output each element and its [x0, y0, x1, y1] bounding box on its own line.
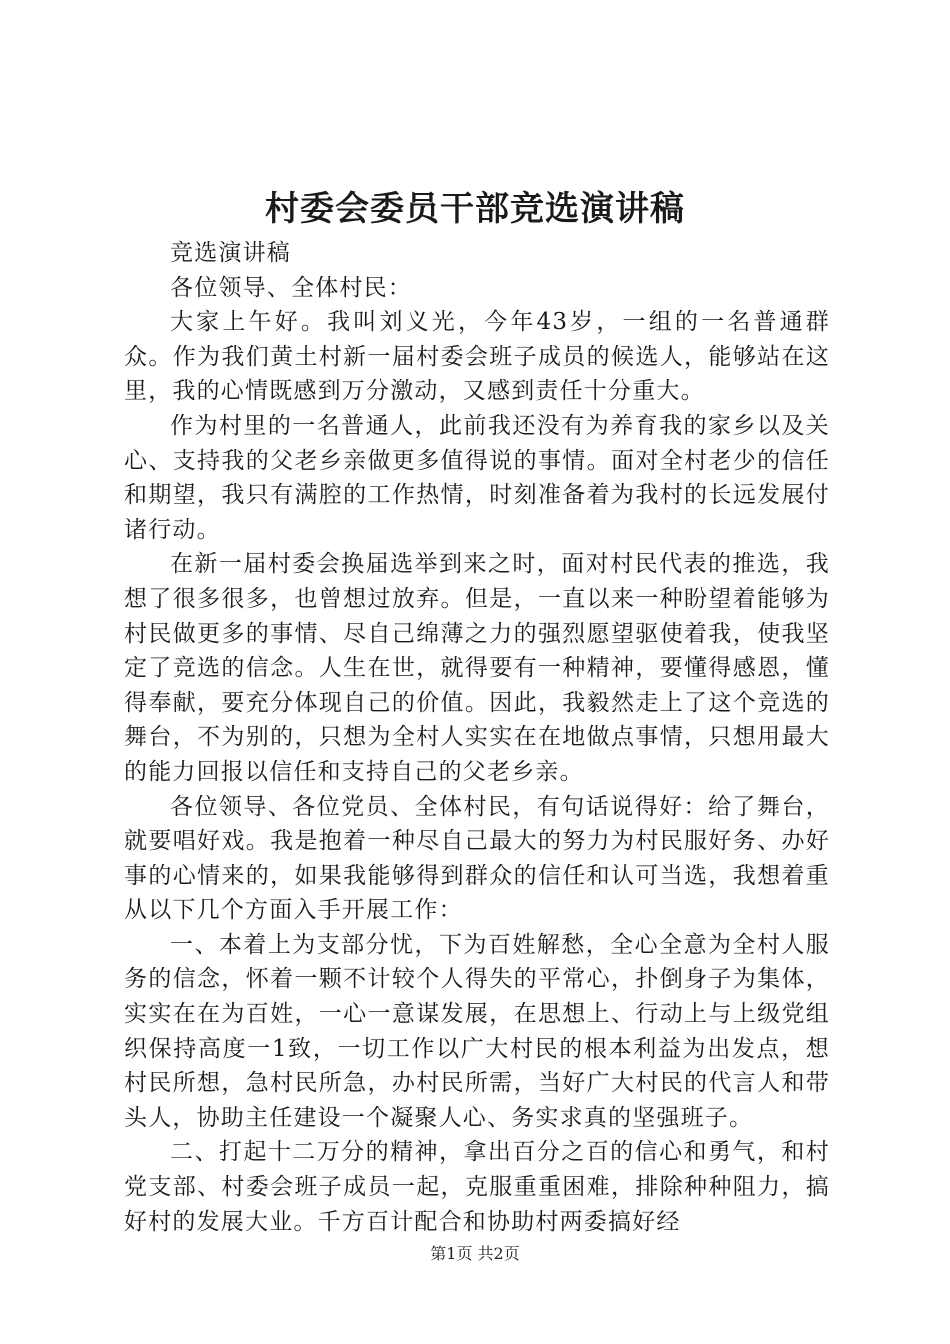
paragraph: 二、打起十二万分的精神，拿出百分之百的信心和勇气，和村党支部、村委会班子成员一起，克服重重困难，排除种种阻力，搞好村的发展大业。千方百计配合和协助村两委搞好经 — [124, 1139, 830, 1235]
paragraph: 各位领导、各位党员、全体村民，有句话说得好：给了舞台，就要唱好戏。我是抱着一种尽自己最大的努力为村民服好务、办好事的心情来的，如果我能够得到群众的信任和认可当选，我想着重从以下几个方面入手开展工作： — [124, 793, 830, 924]
paragraph: 各位领导、全体村民： — [170, 274, 412, 301]
document-title: 村委会委员干部竞选演讲稿 — [265, 189, 685, 229]
paragraph: 在新一届村委会换届选举到来之时，面对村民代表的推选，我想了很多很多，也曾想过放弃。但是，一直以来一种盼望着能够为村民做更多的事情、尽自己绵薄之力的强烈愿望驱使着我，使我坚定了竞选的信念。人生在世，就得要有一种精神，要懂得感恩，懂得奉献，要充分体现自己的价值。因此，我毅然走上了这个竞选的舞台，不为别的，只想为全村人实实在在地做点事情，只想用最大的能力回报以信任和支持自己的父老乡亲。 — [124, 551, 830, 785]
document-body — [124, 236, 830, 1239]
page-footer: 第1页 共2页 — [430, 1244, 520, 1263]
paragraph: 一、本着上为支部分忧，下为百姓解愁，全心全意为全村人服务的信念，怀着一颗不计较个人得失的平常心，扑倒身子为集体，实实在在为百姓，一心一意谋发展，在思想上、行动上与上级党组织保持高度一1致，一切工作以广大村民的根本利益为出发点，想村民所想，急村民所急，办村民所需，当好广大村民的代言人和带头人，协助主任建设一个凝聚人心、务实求真的坚强班子。 — [124, 931, 830, 1131]
paragraph: 作为村里的一名普通人，此前我还没有为养育我的家乡以及关心、支持我的父老乡亲做更多值得说的事情。面对全村老少的信任和期望，我只有满腔的工作热情，时刻准备着为我村的长远发展付诸行动。 — [124, 412, 830, 543]
paragraph: 竞选演讲稿 — [170, 240, 291, 266]
paragraph: 大家上午好。我叫刘义光，今年43岁，一组的一名普通群众。作为我们黄土村新一届村委会班子成员的候选人，能够站在这里，我的心情既感到万分激动，又感到责任十分重大。 — [124, 309, 830, 405]
